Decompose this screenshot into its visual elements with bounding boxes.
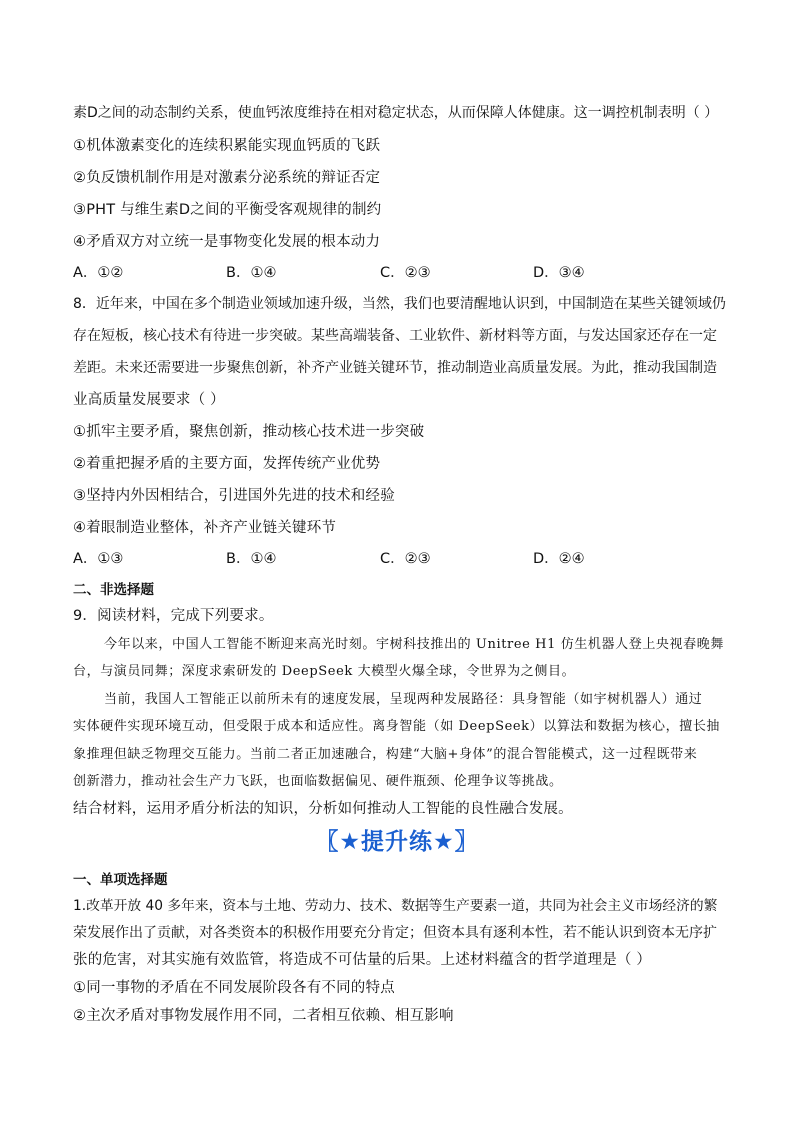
q8-item-3: ③坚持内外因相结合，引进国外先进的技术和经验 [73,488,395,504]
q9-material-line-6: 创新潜力，推动社会生产力飞跃，也面临数据偏见、硬件瓶颈、伦理争议等挑战。 [73,774,563,789]
q9-material-line-5: 象推理但缺乏物理交互能力。当前二者正加速融合，构建“大脑+身体”的混合智能模式，这一过程既带来 [73,747,698,762]
q9-material-line-1: 今年以来，中国人工智能不断迎来高光时刻。宇树科技推出的 Unitree H1 仿生机器人登上央视春晚舞 [104,637,724,652]
q8-option-a: A．①③ [73,551,124,567]
p1-stem-line-1: 1.改革开放 40 多年来，资本与土地、劳动力、技术、数据等生产要素一道，共同为社会主义市场经济的繁 [73,898,718,914]
q8-stem-line-3: 差距。未来还需要进一步聚焦创新，补齐产业链关键环节，推动制造业高质量发展。为此，推动我国制造 [73,360,717,376]
section-heading-single-choice: 一、单项选择题 [73,872,168,888]
q7-item-2: ②负反馈机制作用是对激素分泌系统的辩证否定 [73,170,381,186]
q9-stem: 9．阅读材料，完成下列要求。 [73,608,274,624]
p1-stem-line-3: 张的危害，对其实施有效监管，将造成不可估量的后果。上述材料蕴含的哲学道理是（ ） [73,952,652,968]
q9-material-line-2: 台，与演员同舞；深度求索研发的 DeepSeek 大模型火爆全球，令世界为之侧目。 [73,664,576,679]
q9-material-line-4: 实体硬件实现环境互动，但受限于成本和适应性。离身智能（如 DeepSeek）以算法和数据为核心，擅长抽 [73,719,721,734]
q8-stem-line-4: 业高质量发展要求（ ） [73,392,225,408]
q9-requirement: 结合材料，运用矛盾分析法的知识，分析如何推动人工智能的良性融合发展。 [73,801,573,817]
q7-option-b: B．①④ [226,265,277,281]
q7-item-1: ①机体激素变化的连续积累能实现血钙质的飞跃 [73,138,381,154]
q8-item-1: ①抓牢主要矛盾，聚焦创新，推动核心技术进一步突破 [73,424,425,440]
q8-stem-line-1: 8．近年来，中国在多个制造业领域加速升级，当然，我们也要清醒地认识到，中国制造在某些关键领域仍 [73,296,726,312]
q8-option-d: D．②④ [533,551,585,567]
q7-stem: 素D之间的动态制约关系，使血钙浓度维持在相对稳定状态，从而保障人体健康。这一调控机制表明（ ） [73,105,719,121]
q8-item-2: ②着重把握矛盾的主要方面，发挥传统产业优势 [73,456,381,472]
q8-option-b: B．①④ [226,551,277,567]
q9-material-line-3: 当前，我国人工智能正以前所未有的速度发展，呈现两种发展路径：具身智能（如宇树机器人）通过 [104,692,703,707]
q7-option-a: A．①② [73,265,124,281]
q8-option-c: C．②③ [380,551,431,567]
q8-item-4: ④着眼制造业整体，补齐产业链关键环节 [73,520,337,536]
q7-option-d: D．③④ [533,265,585,281]
p1-item-1: ①同一事物的矛盾在不同发展阶段各有不同的特点 [73,980,395,996]
practice-banner-title: 〖★提升练★〗 [315,829,479,855]
section-heading-non-choice: 二、非选择题 [73,582,154,598]
q8-stem-line-2: 存在短板，核心技术有待进一步突破。某些高端装备、工业软件、新材料等方面，与发达国家还存在一定 [73,328,717,344]
q7-item-4: ④矛盾双方对立统一是事物变化发展的根本动力 [73,234,381,250]
q7-item-3: ③PHT 与维生素D之间的平衡受客观规律的制约 [73,202,382,218]
q7-option-c: C．②③ [380,265,431,281]
p1-item-2: ②主次矛盾对事物发展作用不同，二者相互依赖、相互影响 [73,1008,454,1024]
p1-stem-line-2: 荣发展作出了贡献，对各类资本的积极作用要充分肯定；但资本具有逐利本性，若不能认识到资本无序扩 [73,925,717,941]
